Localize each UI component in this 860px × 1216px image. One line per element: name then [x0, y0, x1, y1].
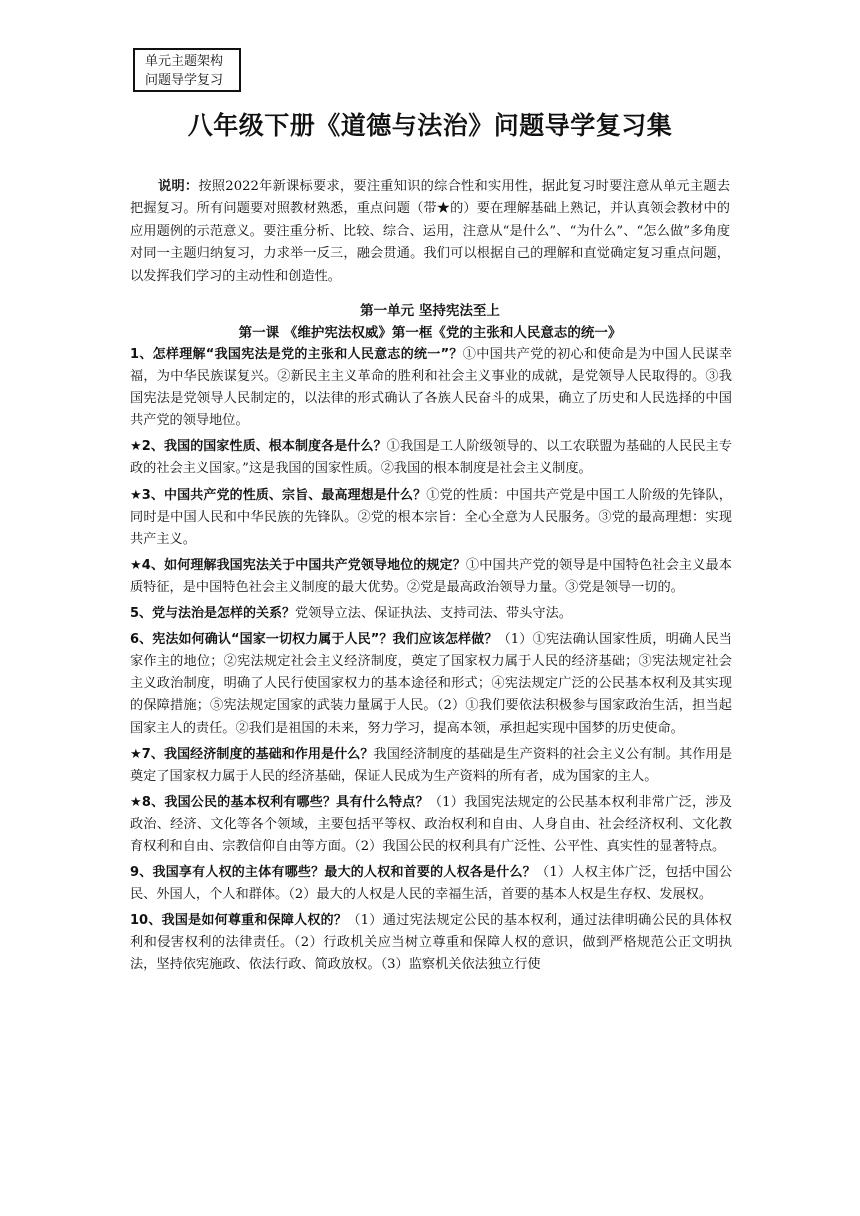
question-item: [130, 344, 732, 432]
answer-text: ①中国共产党的初心和使命是为中国人民谋幸福，为中华民族谋复兴。②新民主主义革命的胜利和社会主义事业的成就，是党领导人民取得的。③我国宪法是党领导人民制定的，以法律的形式确认了各族人民奋斗的成果，确立了历史和人民选择的中国共产党的领导地位。: [130, 347, 733, 429]
question-item: [130, 603, 732, 625]
unit-heading: 第一单元 坚持宪法至上: [360, 303, 500, 319]
question-text: ★2、我国的国家性质、根本制度各是什么？: [130, 439, 387, 455]
answer-text: （1）通过宪法规定公民的基本权利，通过法律明确公民的具体权利和侵害权利的法律责任。（2）行政机关应当树立尊重和保障人权的意识，做到严格规范公正文明执法，坚持依宪施政、依法行政、简政放权。（3）监察机关依法独立行使: [130, 913, 732, 973]
question-item: [130, 792, 732, 858]
stamp-line-2: 问题导学复习: [145, 73, 224, 88]
answer-text: （1）我国宪法规定的公民基本权利非常广泛，涉及政治、经济、文化等各个领域，主要包括平等权、政治权利和自由、人身自由、社会经济权利、文化教育权利和自由、宗教信仰自由等方面。（2）我国公民的权利具有广泛性、公平性、真实性的显著特点。: [130, 794, 732, 854]
answer-text: 我国经济制度的基础是生产资料的社会主义公有制。其作用是奠定了国家权力属于人民的经济基础，保证人民成为生产资料的所有者，成为国家的主人。: [130, 746, 733, 784]
question-text: 9、我国享有人权的主体有哪些？最大的人权和首要的人权各是什么？: [130, 865, 536, 881]
answer-text: （1）人权主体广泛，包括中国公民、外国人，个人和群体。（2）最大的人权是人民的幸福生活，首要的基本人权是生存权、发展权。: [130, 865, 733, 903]
question-item: [130, 862, 732, 906]
question-text: 1、怎样理解“我国宪法是党的主张和人民意志的统一”？: [130, 347, 463, 362]
question-text: ★8、我国公民的基本权利有哪些？具有什么特点？: [130, 794, 429, 810]
question-item: [130, 744, 732, 788]
stamp-line-1: 单元主题架构: [145, 54, 224, 69]
question-item: [130, 555, 732, 599]
intro-label: 说明：: [158, 179, 199, 194]
question-item: [130, 910, 732, 976]
intro-paragraph: [130, 176, 730, 288]
question-item: [130, 485, 732, 551]
intro-text: 按照2022年新课标要求，要注重知识的综合性和实用性，据此复习时要注意从单元主题去把握复习。所有问题要对照教材熟悉，重点问题（带★的）要在理解基础上熟记，并认真领会教材中的应用题例的示范意义。要注重分析、比较、综合、运用，注意从“是什么”、“为什么”、“怎么做”多角度对同一主题归纳复习，力求举一反三，融会贯通。我们可以根据自己的理解和直觉确定复习重点问题，以发挥我们学习的主动性和创造性。: [130, 179, 731, 284]
answer-text: ①中国共产党的领导是中国特色社会主义最本质特征，是中国特色社会主义制度的最大优势。②党是最高政治领导力量。③党是领导一切的。: [130, 557, 732, 595]
document-title: 八年级下册《道德与法治》问题导学复习集: [187, 111, 673, 140]
answer-text: （1）①宪法确认国家性质，明确人民当家作主的地位；②宪法规定社会主义经济制度，奠定了国家权力属于人民的经济基础；③宪法规定社会主义政治制度，明确了人民行使国家权力的基本途径和形式；④宪法规定广泛的公民基本权利及其实现的保障措施；⑤宪法规定国家的武装力量属于人民。（2）①我们要依法积极参与国家政治生活，担当起国家主人的责任。②我们是祖国的未来，努力学习，提高本领，承担起实现中国梦的历史使命。: [130, 632, 732, 736]
question-text: 5、党与法治是怎样的关系？: [130, 606, 296, 622]
question-list: [130, 344, 732, 981]
question-item: [130, 436, 732, 480]
answer-text: ①我国是工人阶级领导的、以工农联盟为基础的人民民主专政的社会主义国家。”这是我国的国家性质。②我国的根本制度是社会主义制度。: [130, 439, 733, 477]
unit-stamp-box: [133, 48, 241, 92]
answer-text: 党领导立法、保证执法、支持司法、带头守法。: [295, 606, 572, 622]
question-item: [130, 629, 732, 739]
question-text: 6、宪法如何确认“国家一切权力属于人民”？我们应该怎样做？: [130, 632, 498, 648]
question-text: ★7、我国经济制度的基础和作用是什么？: [130, 746, 374, 762]
question-text: ★3、中国共产党的性质、宗旨、最高理想是什么？: [130, 487, 427, 503]
question-text: ★4、如何理解我国宪法关于中国共产党领导地位的规定？: [130, 557, 466, 573]
question-text: 10、我国是如何尊重和保障人权的？: [130, 913, 348, 929]
answer-text: ①党的性质：中国共产党是中国工人阶级的先锋队，同时是中国人民和中华民族的先锋队。②党的根本宗旨：全心全意为人民服务。③党的最高理想：实现共产主义。: [130, 487, 732, 547]
lesson-heading: 第一课 《维护宪法权威》第一框《党的主张和人民意志的统一》: [238, 325, 622, 341]
